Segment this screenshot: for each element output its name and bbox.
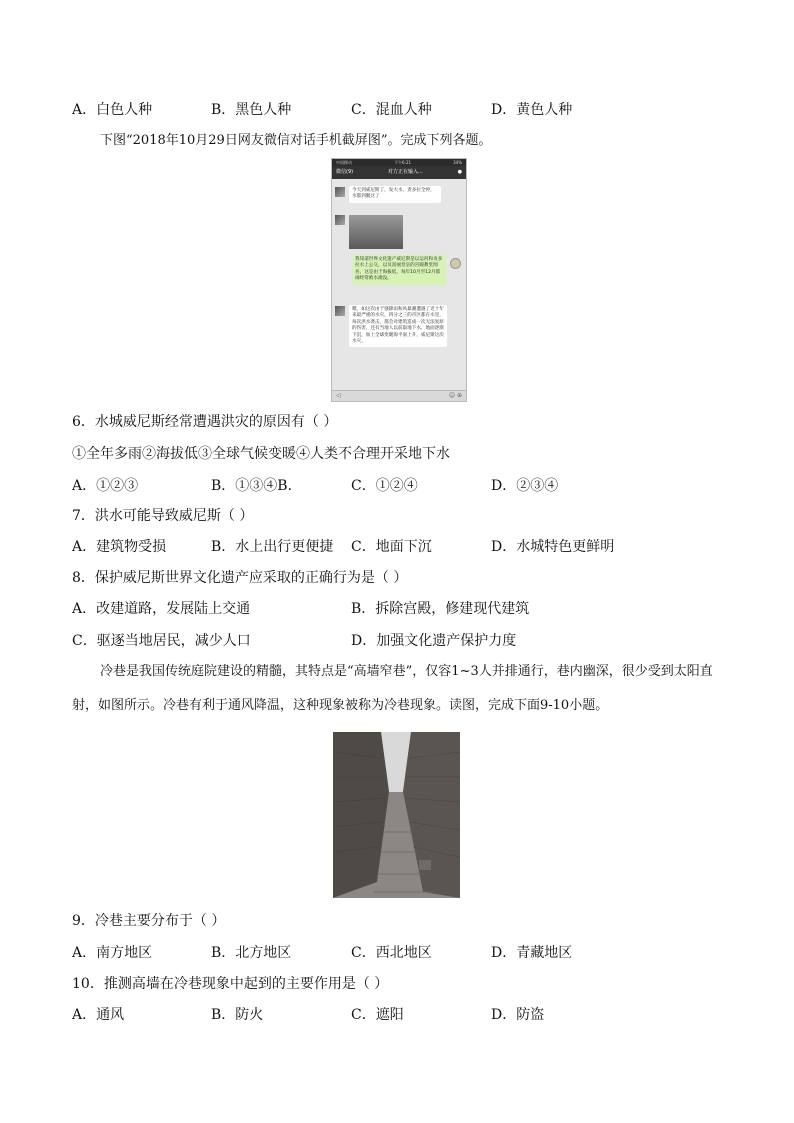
avatar bbox=[335, 187, 345, 197]
emoji-icon: ☺ ⊕ bbox=[448, 392, 462, 399]
q8-option-b: B．拆除宫殿，修建现代建筑 bbox=[351, 601, 530, 617]
q5-option-a: A．白色人种 bbox=[72, 102, 153, 118]
chat-message-1: 今天到威尼斯了，发大水，责多拉全停，水都到腿这了 bbox=[349, 186, 441, 203]
q9-stem: 9．冷巷主要分布于（ ） bbox=[72, 913, 226, 929]
q5-option-d: D．黄色人种 bbox=[491, 102, 573, 118]
q9-option-c: C．西北地区 bbox=[351, 945, 432, 961]
cold-alley-photo bbox=[333, 732, 460, 898]
q6-option-c: C．①②④ bbox=[351, 478, 418, 494]
back-button: 微信(9) bbox=[336, 169, 354, 175]
phone-status-bar bbox=[332, 159, 466, 166]
chat-title: 对方正在输入... bbox=[387, 169, 423, 175]
chat-message-2: 我知道世界文化遗产威尼斯是以运河和贡多拉水上公交，以及富丽堂皇的宫殿教堂闻名，这是由于海拔低，每年10月至12月都闹经常被水淹没。 bbox=[352, 255, 446, 285]
q10-option-d: D．防盗 bbox=[491, 1007, 545, 1023]
chat-message-3: 嗯，如这次由于强降雨和风暴潮遭遇了近十年来最严重的水灾，四分之三的市区都在水里，每次洪水袭击，都会对建筑造成一次无法复原的伤害，还有当地人以前取地下水，地面逐渐下沉，加上全球变暖海平面上升，威尼斯这次水灾。 bbox=[349, 305, 447, 347]
q7-stem: 7．洪水可能导致威尼斯（ ） bbox=[72, 508, 254, 524]
q6-stem: 6．水城威尼斯经常遭遇洪灾的原因有（ ） bbox=[72, 414, 338, 430]
avatar bbox=[335, 215, 345, 225]
voice-icon: ◁ bbox=[336, 392, 341, 399]
q6-option-b: B．①③④B． bbox=[211, 478, 302, 494]
q9-option-b: B．北方地区 bbox=[211, 945, 292, 961]
status-battery: 34% bbox=[453, 160, 462, 165]
status-carrier: 中国移动 bbox=[336, 160, 352, 165]
q10-stem: 10．推测高墙在冷巷现象中起到的主要作用是（ ） bbox=[72, 976, 389, 992]
wechat-screenshot-figure bbox=[331, 158, 467, 402]
status-time: 下午6:21 bbox=[394, 160, 412, 165]
q8-stem: 8．保护威尼斯世界文化遗产应采取的正确行为是（ ） bbox=[72, 570, 408, 586]
chat-nav-bar bbox=[332, 166, 466, 179]
q5-option-b: B．黑色人种 bbox=[211, 102, 292, 118]
user-avatar-icon bbox=[450, 258, 461, 269]
q7-option-a: A．建筑物受损 bbox=[72, 539, 167, 555]
q7-option-c: C．地面下沉 bbox=[351, 539, 432, 555]
q7-option-d: D．水城特色更鲜明 bbox=[491, 539, 615, 555]
q9-option-d: D．青藏地区 bbox=[491, 945, 573, 961]
q9-option-a: A．南方地区 bbox=[72, 945, 153, 961]
chat-input-bar bbox=[332, 390, 466, 401]
q5-option-c: C．混血人种 bbox=[351, 102, 432, 118]
q10-option-c: C．遮阳 bbox=[351, 1007, 404, 1023]
q6-option-a: A．①②③ bbox=[72, 478, 139, 494]
alley-drawing bbox=[333, 732, 460, 898]
q6-statements: ①全年多雨②海拔低③全球气候变暖④人类不合理开采地下水 bbox=[72, 446, 450, 462]
q7-option-b: B．水上出行更便捷 bbox=[211, 539, 334, 555]
q8-option-d: D．加强文化遗产保护力度 bbox=[351, 633, 517, 649]
intro-paragraph-1: 下图“2018年10月29日网友微信对话手机截屏图”。完成下列各题。 bbox=[100, 133, 492, 148]
venice-flood-photo bbox=[349, 215, 403, 249]
avatar bbox=[335, 306, 345, 316]
intro-paragraph-2: 冷巷是我国传统庭院建设的精髓，其特点是“高墙窄巷”，仅容1~3人并排通行，巷内幽深，很少受到太阳直射，如图所示。冷巷有利于通风降温，这种现象被称为冷巷现象。读图，完成下面9-10小题。 bbox=[72, 664, 713, 713]
q6-option-d: D．②③④ bbox=[491, 478, 559, 494]
q10-option-b: B．防火 bbox=[211, 1007, 264, 1023]
q10-option-a: A．通风 bbox=[72, 1007, 125, 1023]
profile-icon: ● bbox=[457, 169, 462, 175]
q8-option-c: C．驱逐当地居民，减少人口 bbox=[72, 633, 251, 649]
q8-option-a: A．改建道路，发展陆上交通 bbox=[72, 601, 251, 617]
